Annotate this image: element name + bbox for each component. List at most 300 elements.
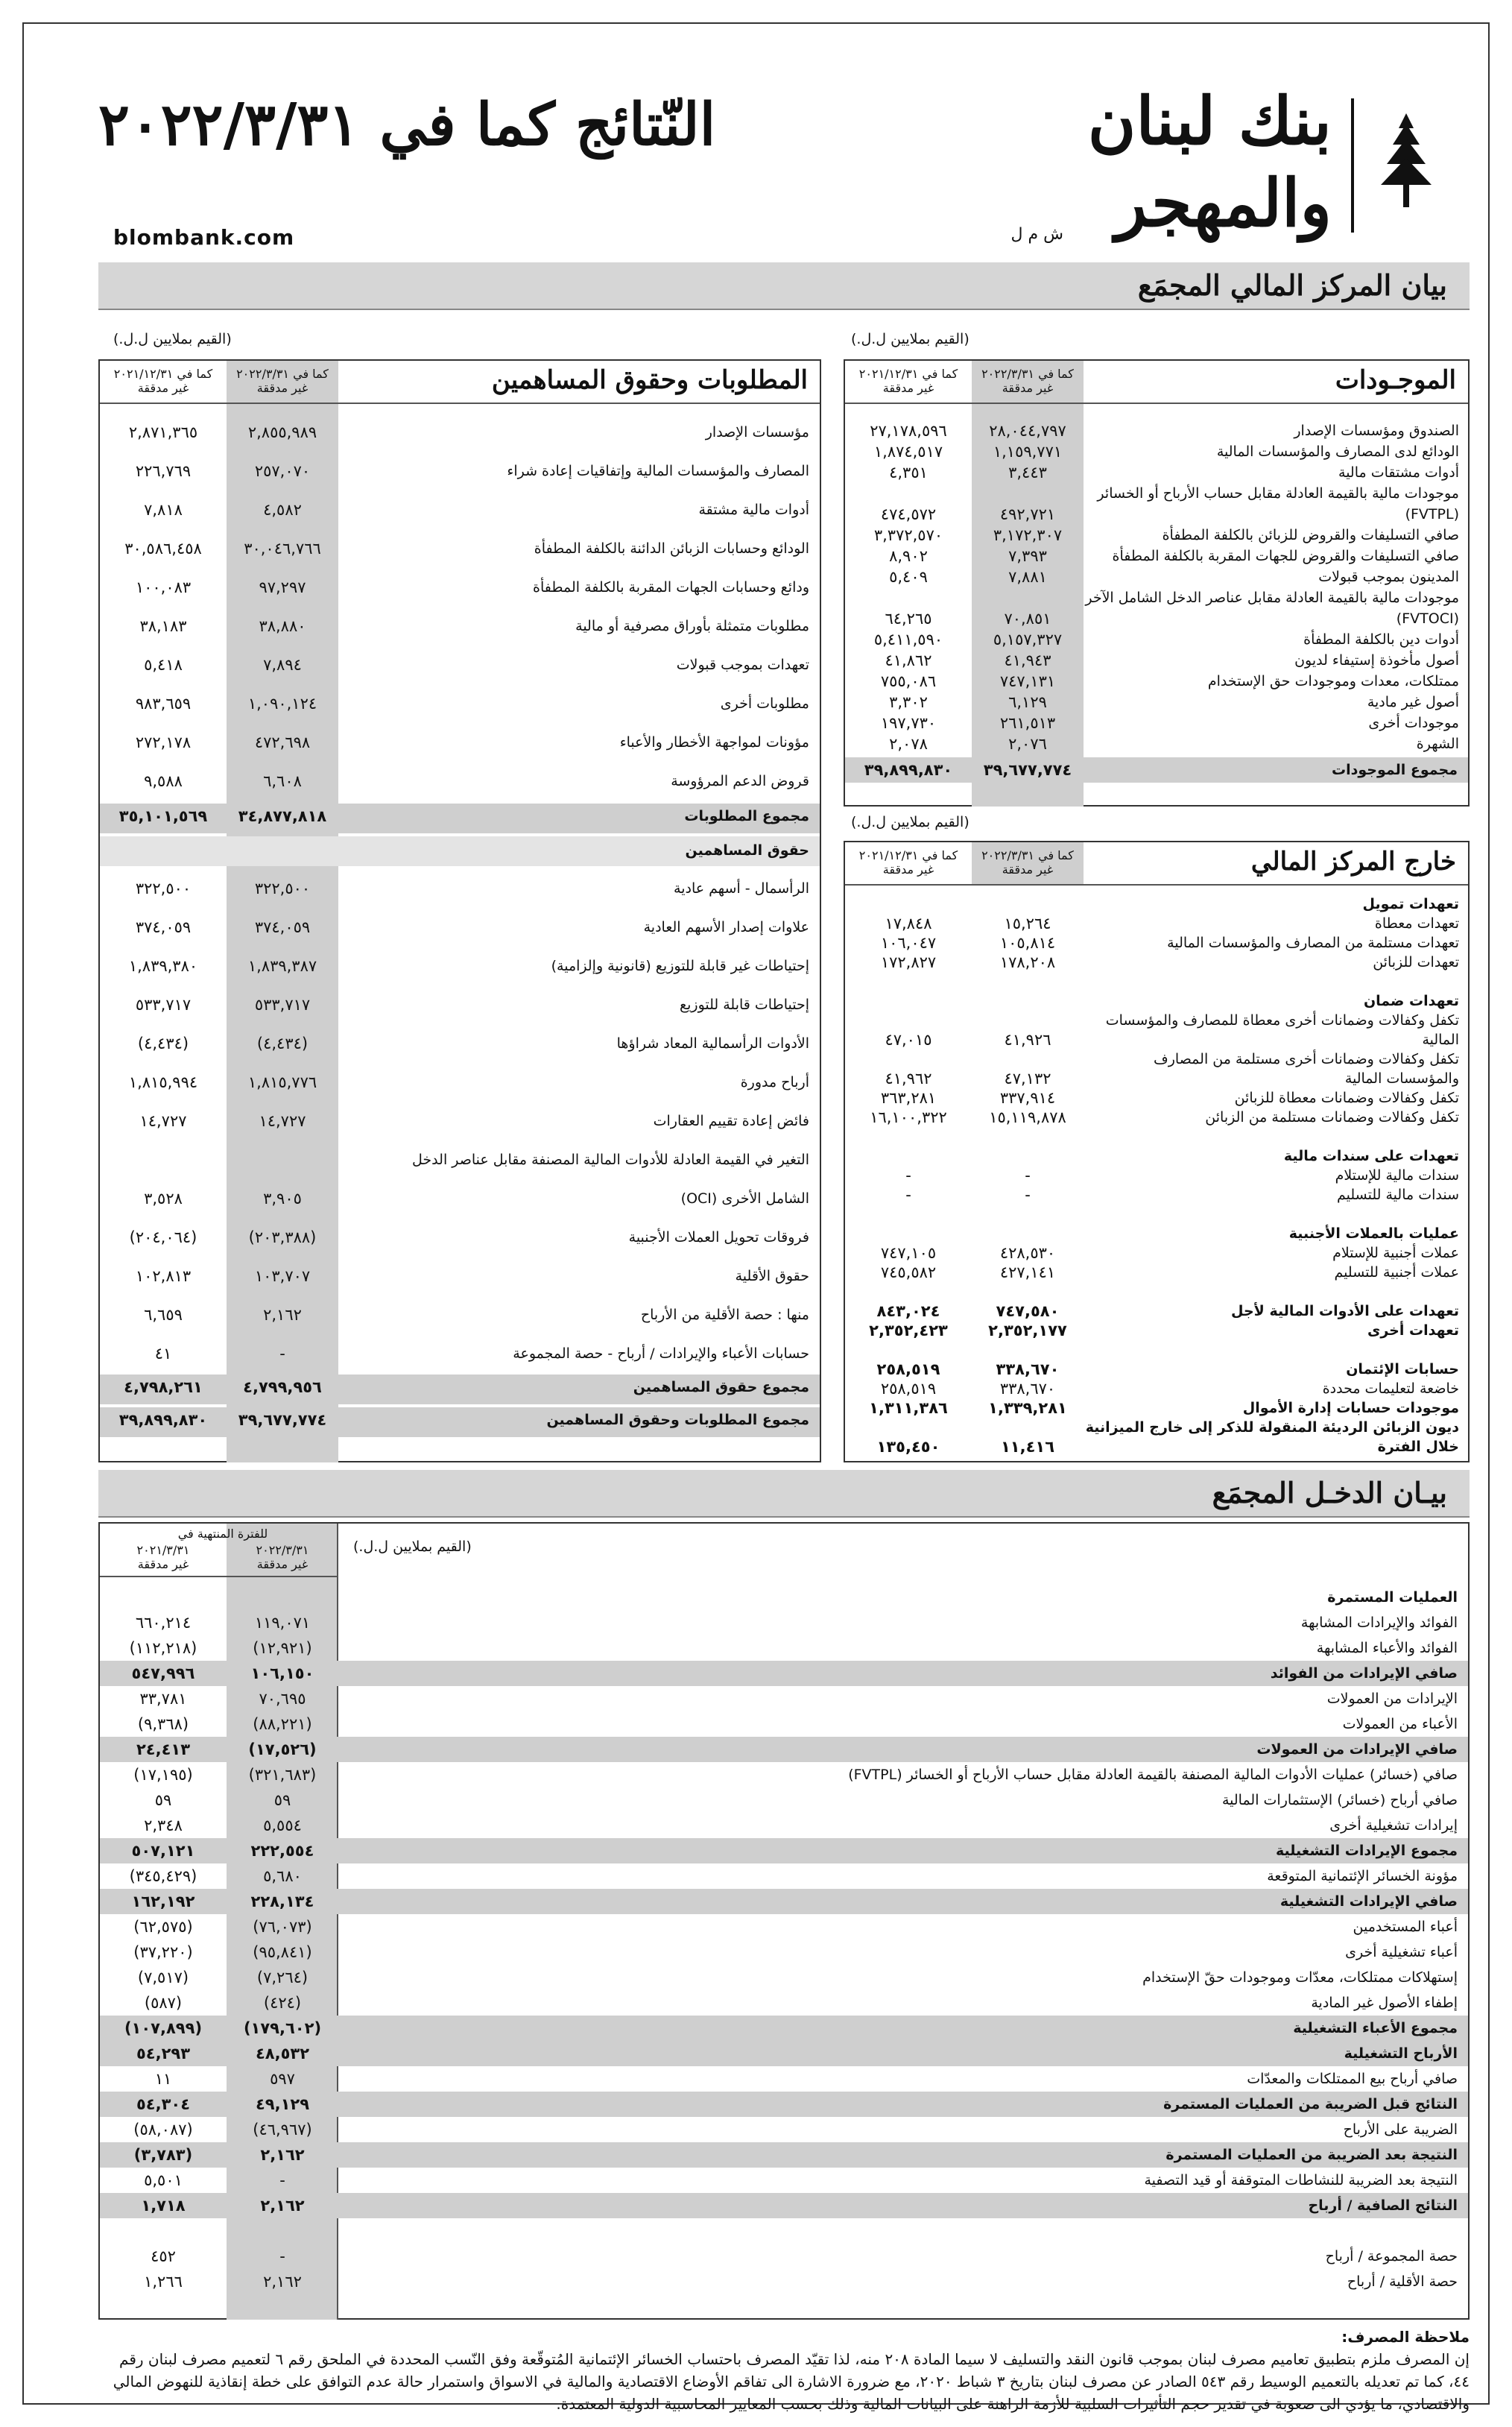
current-period-value: ٤٩٢,٧٢١ <box>999 505 1056 523</box>
liability-row <box>100 723 820 762</box>
prior-period-value: ١,٨٣٩,٣٨٠ <box>128 957 198 975</box>
income-row <box>100 1585 1468 1610</box>
logo-suffix: ش م ل <box>1010 225 1063 244</box>
prior-period-value: ٢٥٨,٥١٩ <box>876 1360 940 1378</box>
row-label: الودائع لدى المصارف والمؤسسات المالية <box>1216 444 1459 460</box>
row-label: منها : حصة الأقلية من الأرباح <box>640 1307 809 1323</box>
row-label: موجودات أخرى <box>1368 715 1459 731</box>
prior-period-value: ٩٨٣,٦٥٩ <box>135 695 192 713</box>
prior-period-value: (٥٨٧) <box>144 1994 183 2012</box>
prior-period-value: ٧٥٥,٠٨٦ <box>880 672 937 690</box>
asset-row <box>845 650 1468 671</box>
asset-row <box>845 692 1468 713</box>
prior-period-value: ١٩٧,٧٣٠ <box>880 714 937 732</box>
total-prior-value: ٣٩,٨٩٩,٨٣٠ <box>118 1411 208 1429</box>
row-label: تعهدات ضمان <box>1363 993 1459 1009</box>
current-period-value: ٦,٦٠٨ <box>263 772 302 790</box>
prior-period-value: ١٠٦,٠٤٧ <box>880 934 937 952</box>
liability-row <box>100 452 820 490</box>
current-period-value: ٢٨,٠٤٤,٧٩٧ <box>989 422 1066 440</box>
row-label: سندات مالية للإستلام <box>1335 1167 1459 1184</box>
current-period-value: ١١٩,٠٧١ <box>254 1614 311 1632</box>
assets-col1-header: كما في ٢٠٢٢/٣/٣١ غير مدققة <box>981 367 1074 395</box>
row-label: أصول مأخوذة إستيفاء لديون <box>1294 652 1459 669</box>
current-period-value: ١,٣٣٩,٢٨١ <box>988 1399 1067 1417</box>
total-prior-value: ٣٩,٨٩٩,٨٣٠ <box>864 761 953 779</box>
off-balance-row <box>845 1437 1468 1456</box>
liab-col1-header: كما في ٢٠٢٢/٣/٣١ غير مدققة <box>236 367 329 395</box>
equity-row <box>100 1102 820 1140</box>
row-label: خلال الفترة <box>1377 1439 1459 1455</box>
total-current-value: ٤,٧٩٩,٩٥٦ <box>243 1378 322 1396</box>
row-label: صافي الإيرادات من العمولات <box>1256 1741 1458 1758</box>
prior-period-value: ٥,٤٠٩ <box>889 568 928 586</box>
liab-col2-header: كما في ٢٠٢١/١٢/٣١ غير مدققة <box>113 367 213 395</box>
asset-row <box>845 441 1468 462</box>
equity-title: حقوق المساهمين <box>685 842 809 859</box>
current-period-value: ٤,٥٨٢ <box>263 501 302 519</box>
off-balance-row <box>845 1205 1468 1224</box>
current-period-value: (٨٨,٢٢١) <box>253 1715 312 1733</box>
off-balance-row <box>845 953 1468 972</box>
row-label: الأدوات الرأسمالية المعاد شراؤها <box>616 1035 809 1052</box>
total-label: مجموع المطلوبات وحقوق المساهمين <box>546 1412 809 1428</box>
off-balance-row <box>845 1360 1468 1379</box>
current-period-value: (٢٠٣,٣٨٨) <box>248 1228 317 1246</box>
row-label: مؤونة الخسائر الإئتمانية المتوقعة <box>1267 1868 1458 1884</box>
current-period-value: (١٧٩,٦٠٢) <box>243 2019 322 2037</box>
prior-period-value: ٥٠٧,١٢١ <box>131 1842 195 1860</box>
row-label: الفوائد والإيرادات المشابهة <box>1300 1615 1458 1631</box>
current-period-value: (١٢,٩٢١) <box>253 1639 312 1657</box>
row-label: تكفل وكفالات وضمانات أخرى مستلمة من المصارف <box>1154 1051 1459 1067</box>
asset-row <box>845 504 1468 525</box>
income-row <box>100 2016 1468 2041</box>
current-period-value: ٥,٥٥٤ <box>263 1817 302 1834</box>
current-period-value: (٤,٤٣٤) <box>256 1035 309 1052</box>
asset-row <box>845 483 1468 504</box>
row-label: تعهدات مستلمة من المصارف والمؤسسات المالية <box>1167 935 1459 951</box>
off-balance-row <box>845 1224 1468 1243</box>
current-period-value: (٣٢١,٦٨٣) <box>248 1766 317 1784</box>
prior-period-value: ١٦,١٠٠,٣٢٢ <box>870 1108 947 1126</box>
current-period-value: ٥,٦٨٠ <box>263 1867 302 1885</box>
income-row <box>100 1661 1468 1686</box>
prior-period-value: ١٣٥,٤٥٠ <box>876 1438 940 1456</box>
current-period-value: ٢٦١,٥١٣ <box>999 714 1056 732</box>
current-period-value: ٣٧٤,٠٥٩ <box>254 918 311 936</box>
prior-period-value: ٤١ <box>154 1345 172 1363</box>
income-row <box>100 2066 1468 2092</box>
off-col1-header: كما في ٢٠٢٢/٣/٣١ غير مدققة <box>981 848 1074 877</box>
row-label: تعهدات بموجب قبولات <box>676 657 809 673</box>
equity-row <box>100 1063 820 1102</box>
current-period-value: ٩٧,٢٩٧ <box>259 578 306 596</box>
equity-row <box>100 947 820 985</box>
current-period-value: ٤٨,٥٣٢ <box>255 2045 310 2063</box>
row-label: إحتياطات غير قابلة للتوزيع (قانونية وإلزامية) <box>551 958 809 974</box>
row-label: عمليات بالعملات الأجنبية <box>1288 1225 1459 1242</box>
current-period-value: - <box>1025 1186 1031 1204</box>
assets-col2-header: كما في ٢٠٢١/١٢/٣١ غير مدققة <box>858 367 958 395</box>
income-row <box>100 2142 1468 2168</box>
equity-row <box>100 1218 820 1257</box>
current-period-value: ٧,٨٩٤ <box>263 656 302 674</box>
prior-period-value: (٣٤٥,٤٢٩) <box>129 1867 197 1885</box>
prior-period-value: ٢٤,٤١٣ <box>136 1740 191 1758</box>
current-period-value: ٤٢٨,٥٣٠ <box>999 1244 1056 1262</box>
total-row <box>100 1375 820 1404</box>
assets-unit: (القيم بملايين ل.ل.) <box>851 331 969 347</box>
divider <box>100 403 820 404</box>
prior-period-value: ٦,٦٥٩ <box>144 1306 183 1324</box>
row-label: النتيجة بعد الضريبة من العمليات المستمرة <box>1165 2147 1458 2163</box>
current-period-value: ٢,١٦٢ <box>263 2273 302 2291</box>
prior-period-value: ٢,٣٤٨ <box>144 1817 183 1834</box>
row-label: تكفل وكفالات وضمانات مستلمة من الزبائن <box>1205 1109 1459 1126</box>
row-label: الودائع وحسابات الزبائن الدائنة بالكلفة المطفأة <box>534 540 809 557</box>
logo-line-2: والمهجر <box>1115 164 1332 242</box>
current-period-value: ٢,١٦٢ <box>263 1306 302 1324</box>
income-row <box>100 1787 1468 1813</box>
current-period-value: - <box>279 2247 285 2265</box>
prior-period-value: ٤١,٩٦٢ <box>885 1070 932 1088</box>
prior-period-value: ٢,٨٧١,٣٦٥ <box>128 423 198 441</box>
income-row <box>100 1610 1468 1635</box>
off-balance-row <box>845 933 1468 953</box>
current-period-value: ٣,٩٠٥ <box>263 1190 302 1208</box>
row-label: قروض الدعم المرؤوسة <box>671 773 809 789</box>
row-label: المالية <box>1422 1032 1459 1048</box>
row-label: صافي أرباح بيع الممتلكات والمعدّات <box>1247 2071 1458 2087</box>
prior-period-value: ٤١,٨٦٢ <box>885 651 932 669</box>
income-row <box>100 1737 1468 1762</box>
prior-period-value: ٥,٤١١,٥٩٠ <box>873 631 943 648</box>
current-period-value: (٧,٢٦٤) <box>256 1969 309 1986</box>
prior-period-value: ١,٧١٨ <box>141 2197 186 2215</box>
asset-row <box>845 420 1468 441</box>
prior-period-value: ٢٥٨,٥١٩ <box>880 1380 937 1398</box>
row-label: ودائع وحسابات الجهات المقربة بالكلفة المطفأة <box>533 579 809 596</box>
income-row <box>100 1838 1468 1863</box>
income-statement-title: بيـان الدخـل المجمَع <box>1212 1476 1447 1509</box>
current-period-value: ١٧٨,٢٠٨ <box>999 953 1056 971</box>
prior-period-value: ١٧,٨٤٨ <box>885 915 932 932</box>
website-url[interactable]: blombank.com <box>113 225 295 250</box>
prior-period-value: ٣٧٤,٠٥٩ <box>135 918 192 936</box>
row-label: والمؤسسات المالية <box>1344 1070 1459 1087</box>
prior-period-value: ٥٣٣,٧١٧ <box>135 996 192 1014</box>
prior-period-value: ٥,٥٠١ <box>144 2171 183 2189</box>
off-balance-unit: (القيم بملايين ل.ل.) <box>851 814 969 830</box>
current-period-value: ١,١٥٩,٧٧١ <box>993 443 1063 461</box>
row-label: تعهدات للزبائن <box>1373 954 1459 971</box>
row-label: النتيجة بعد الضريبة للنشاطات المتوقفة أو قيد التصفية <box>1144 2172 1458 2188</box>
off-balance-row <box>845 1398 1468 1418</box>
row-label: تعهدات معطاة <box>1374 915 1459 932</box>
off-balance-row <box>845 1301 1468 1321</box>
prior-period-value: ٤٧٤,٥٧٢ <box>880 505 937 523</box>
row-label: الأرباح التشغيلية <box>1344 2045 1458 2062</box>
row-label: صافي التسليفات والقروض للزبائن بالكلفة المطفأة <box>1162 527 1459 543</box>
current-period-value: ٢,١٦٢ <box>260 2146 305 2164</box>
current-period-value: ٣٣٨,٦٧٠ <box>996 1360 1060 1378</box>
current-period-value: ٧,٣٩٣ <box>1008 547 1047 565</box>
prior-period-value: ٥,٤١٨ <box>144 656 183 674</box>
row-label: العمليات المستمرة <box>1327 1589 1458 1606</box>
row-label: علاوات إصدار الأسهم العادية <box>643 919 809 935</box>
off-balance-row <box>845 1011 1468 1030</box>
prior-period-value: ٨,٩٠٢ <box>889 547 928 565</box>
income-row <box>100 1762 1468 1787</box>
prior-period-value: ٧,٨١٨ <box>144 501 183 519</box>
row-label: تكفل وكفالات وضمانات أخرى معطاة للمصارف والمؤسسات <box>1105 1012 1459 1029</box>
income-row <box>100 2092 1468 2117</box>
current-period-value: ٢٢٨,١٣٤ <box>250 1893 314 1910</box>
row-label: صافي الإيرادات التشغيلية <box>1279 1893 1458 1910</box>
equity-row <box>100 1179 820 1218</box>
prior-period-value: ٥٩ <box>154 1791 172 1809</box>
liability-row <box>100 607 820 646</box>
prior-period-value: ٣,٣٠٢ <box>889 693 928 711</box>
off-balance-table <box>844 841 1470 1462</box>
current-period-value: ٥٣٣,٧١٧ <box>254 996 311 1014</box>
income-row <box>100 1813 1468 1838</box>
current-period-value: ٧٠,٦٩٥ <box>259 1690 306 1708</box>
income-row <box>100 2117 1468 2142</box>
prior-period-value: ١١ <box>154 2070 172 2088</box>
current-period-value: ٢,٨٥٥,٩٨٩ <box>247 423 317 441</box>
row-label: صافي (خسائر) عمليات الأدوات المالية المصنفة بالقيمة العادلة مقابل حساب الأرباح أو الخسائر (FVTPL) <box>848 1767 1458 1783</box>
current-period-value: ٣٣٧,٩١٤ <box>999 1089 1056 1107</box>
row-label: حقوق الأقلية <box>735 1268 809 1284</box>
total-current-value: ٣٩,٦٧٧,٧٧٤ <box>983 761 1072 779</box>
current-period-value: ٥٩٧ <box>270 2070 295 2088</box>
liability-row <box>100 646 820 684</box>
total-row <box>100 1407 820 1437</box>
prior-period-value: ١,٨٧٤,٥١٧ <box>873 443 943 461</box>
row-label: أعباء المستخدمين <box>1353 1919 1458 1935</box>
current-period-value: ١٤,٧٢٧ <box>259 1112 306 1130</box>
prior-period-value: ٧٤٧,١٠٥ <box>880 1244 937 1262</box>
equity-row <box>100 1024 820 1063</box>
row-label: تعهدات تمويل <box>1362 896 1459 912</box>
liability-row <box>100 762 820 801</box>
row-label: سندات مالية للتسليم <box>1337 1187 1459 1203</box>
off-balance-row <box>845 972 1468 991</box>
row-label: حسابات الإئتمان <box>1346 1361 1459 1377</box>
prior-period-value: ٦٤,٢٦٥ <box>885 610 932 628</box>
current-period-value: (٩٥,٨٤١) <box>253 1943 312 1961</box>
row-label: الأعباء من العمولات <box>1342 1716 1458 1732</box>
off-balance-row <box>845 894 1468 914</box>
liabilities-table <box>98 359 821 1462</box>
balance-sheet-header <box>98 262 1470 310</box>
row-label: الضريبة على الأرباح <box>1343 2121 1458 2138</box>
row-label: حصة الأقلية / أرباح <box>1347 2273 1458 2290</box>
off-balance-title: خارج المركز المالي <box>1250 847 1456 877</box>
income-col1-header: ٢٠٢٢/٣/٣١ غير مدققة <box>256 1543 309 1571</box>
period-label: للفترة المنتهية في <box>177 1527 268 1541</box>
prior-period-value: ٨٤٣,٠٢٤ <box>876 1302 940 1320</box>
row-label: ممتلكات، معدات وموجودات حق الإستخدام <box>1207 673 1459 689</box>
total-prior-value: ٤,٧٩٨,٢٦١ <box>124 1378 203 1396</box>
row-label: الصندوق ومؤسسات الإصدار <box>1294 423 1459 439</box>
divider <box>845 884 1468 886</box>
row-label: فائض إعادة تقييم العقارات <box>653 1113 809 1129</box>
asset-row <box>845 546 1468 566</box>
divider <box>845 403 1468 404</box>
newspaper-ad-page <box>22 22 1490 2413</box>
row-label: (FVTOCI) <box>1396 610 1459 627</box>
liabilities-unit: (القيم بملايين ل.ل.) <box>113 331 232 347</box>
current-period-value: ٢٢٢,٥٥٤ <box>250 1842 314 1860</box>
off-balance-row <box>845 1282 1468 1301</box>
total-prior-value: ٣٥,١٠١,٥٦٩ <box>118 807 208 825</box>
prior-period-value: (٩,٣٦٨) <box>137 1715 189 1733</box>
row-label: النتائج الصافية / أرباح <box>1308 2197 1458 2214</box>
off-balance-row <box>845 1321 1468 1340</box>
income-row <box>100 1635 1468 1661</box>
row-label: حسابات الأعباء والإيرادات / أرباح - حصة المجموعة <box>513 1345 809 1362</box>
income-unit: (القيم بملايين ل.ل.) <box>353 1538 472 1555</box>
current-period-value: ٤١,٩٤٣ <box>1004 651 1051 669</box>
row-label: أدوات مشتقات مالية <box>1338 464 1459 481</box>
prior-period-value: ٥٤٧,٩٩٦ <box>131 1664 195 1682</box>
current-period-value: ٤٢٧,١٤١ <box>999 1263 1056 1281</box>
off-balance-row <box>845 1418 1468 1437</box>
row-label: صافي أرباح (خسائر) الإستثمارات المالية <box>1221 1792 1458 1808</box>
row-label: الشامل الأخرى (OCI) <box>680 1190 809 1207</box>
prior-period-value: ٤٧,٠١٥ <box>885 1031 932 1049</box>
prior-period-value: (٦٢,٥٧٥) <box>133 1918 193 1936</box>
asset-row <box>845 462 1468 483</box>
total-label: مجموع المطلوبات <box>684 808 809 824</box>
prior-period-value: ١٤,٧٢٧ <box>139 1112 187 1130</box>
row-label: أرباح مدورة <box>740 1074 809 1091</box>
prior-period-value: ١,٣١١,٣٨٦ <box>869 1399 948 1417</box>
current-period-value: ٧,٨٨١ <box>1008 568 1047 586</box>
row-label: إيرادات تشغيلية أخرى <box>1329 1817 1458 1834</box>
row-label: إحتياطات قابلة للتوزيع <box>680 997 809 1013</box>
off-balance-row <box>845 1030 1468 1050</box>
prior-period-value: ٣٠,٥٨٦,٤٥٨ <box>124 540 202 558</box>
liability-row <box>100 684 820 723</box>
row-label: مجموع الإيرادات التشغيلية <box>1275 1843 1458 1859</box>
current-period-value: ٤٧٢,٦٩٨ <box>254 733 311 751</box>
prior-period-value: ٢,٠٧٨ <box>889 735 928 753</box>
current-period-value: (٤٦,٩٦٧) <box>253 2121 312 2139</box>
prior-period-value: ١,٨١٥,٩٩٤ <box>128 1073 198 1091</box>
prior-period-value: ١٧٢,٨٢٧ <box>880 953 937 971</box>
income-row <box>100 1965 1468 1990</box>
income-statement-header <box>98 1470 1470 1518</box>
asset-row <box>845 566 1468 587</box>
row-label: إستهلاكات ممتلكات، معدّات وموجودات حقّ الإستخدام <box>1142 1969 1458 1986</box>
current-period-value: ٣,٤٤٣ <box>1008 464 1047 482</box>
current-period-value: (١٧,٥٢٦) <box>248 1740 317 1758</box>
row-label: المصارف والمؤسسات المالية وإتفاقيات إعادة شراء <box>507 463 809 479</box>
liability-row <box>100 490 820 529</box>
equity-row <box>100 869 820 908</box>
off-balance-row <box>845 1050 1468 1069</box>
row-label: المدينون بموجب قبولات <box>1318 569 1459 585</box>
equity-subheader <box>100 836 820 866</box>
total-current-value: ٣٩,٦٧٧,٧٧٤ <box>238 1411 327 1429</box>
income-row <box>100 2168 1468 2193</box>
asset-row <box>845 608 1468 629</box>
row-label: مؤونات لمواجهة الأخطار والأعباء <box>619 734 809 751</box>
current-period-value: ٥٩ <box>273 1791 291 1809</box>
off-balance-row <box>845 1263 1468 1282</box>
row-label: موجودات مالية بالقيمة العادلة مقابل عناصر الدخل الشامل الآخر <box>1085 590 1459 606</box>
row-label: موجودات مالية بالقيمة العادلة مقابل حساب الأرباح أو الخسائر <box>1097 485 1459 502</box>
row-label: مؤسسات الإصدار <box>705 424 809 441</box>
prior-period-value: (١٠٧,٨٩٩) <box>124 2019 203 2037</box>
prior-period-value: ٤,٣٥١ <box>889 464 928 482</box>
current-period-value: (٤٢٤) <box>263 1994 302 2012</box>
equity-row <box>100 1334 820 1373</box>
prior-period-value: ٦٦٠,٢١٤ <box>135 1614 192 1632</box>
income-row <box>100 2193 1468 2218</box>
prior-period-value: ٣٦٣,٢٨١ <box>880 1089 937 1107</box>
income-row <box>100 1990 1468 2016</box>
income-row <box>100 2269 1468 2294</box>
current-period-value: ١٠٥,٨١٤ <box>999 934 1056 952</box>
off-balance-row <box>845 1108 1468 1127</box>
prior-period-value: (١١٢,٢١٨) <box>129 1639 197 1657</box>
row-label: أدوات مالية مشتقة <box>698 502 809 518</box>
income-row <box>100 2218 1468 2244</box>
results-title: النّتائج كما في ٢٠٢٢/٣/٣١ <box>98 91 716 159</box>
row-label: الشهرة <box>1416 736 1459 752</box>
asset-row <box>845 713 1468 733</box>
row-label: تعهدات أخرى <box>1367 1322 1459 1339</box>
row-label: مجموع الأعباء التشغيلية <box>1293 2020 1458 2036</box>
asset-row <box>845 671 1468 692</box>
row-label: الرأسمال - أسهم عادية <box>674 880 809 897</box>
bank-logo <box>1010 76 1443 255</box>
current-period-value: ٢٥٧,٠٧٠ <box>254 462 311 480</box>
off-balance-row <box>845 1088 1468 1108</box>
logo-line-1: بنك لبنان <box>1087 82 1332 160</box>
row-label: التغير في القيمة العادلة للأدوات المالية المصنفة مقابل عناصر الدخل <box>412 1152 809 1168</box>
income-table <box>98 1522 1470 2320</box>
prior-period-value: ١٦٢,١٩٢ <box>131 1893 195 1910</box>
prior-period-value: ١٠٠,٠٨٣ <box>135 578 192 596</box>
assets-table <box>844 359 1470 807</box>
prior-period-value: ٢٧,١٧٨,٥٩٦ <box>870 422 947 440</box>
prior-period-value: - <box>905 1186 911 1204</box>
liability-row <box>100 568 820 607</box>
current-period-value: ٣٢٢,٥٠٠ <box>254 880 311 897</box>
total-label: مجموع الموجودات <box>1332 762 1458 778</box>
prior-period-value: (٣,٧٨٣) <box>133 2146 193 2164</box>
income-row <box>100 1914 1468 1940</box>
row-label: تعهدات على سندات مالية <box>1283 1148 1459 1164</box>
bank-note <box>98 2326 1470 2415</box>
row-label: مطلوبات أخرى <box>720 695 809 712</box>
off-balance-row <box>845 1166 1468 1185</box>
current-period-value: (٧٦,٠٧٣) <box>253 1918 312 1936</box>
asset-row <box>845 733 1468 754</box>
current-period-value: ٧٤٧,١٣١ <box>999 672 1056 690</box>
equity-row <box>100 1140 820 1179</box>
prior-period-value: ٣٢٢,٥٠٠ <box>135 880 192 897</box>
liability-row <box>100 529 820 568</box>
row-label: موجودات حسابات إدارة الأموال <box>1242 1400 1459 1416</box>
row-label: إطفاء الأصول غير المادية <box>1311 1995 1458 2011</box>
